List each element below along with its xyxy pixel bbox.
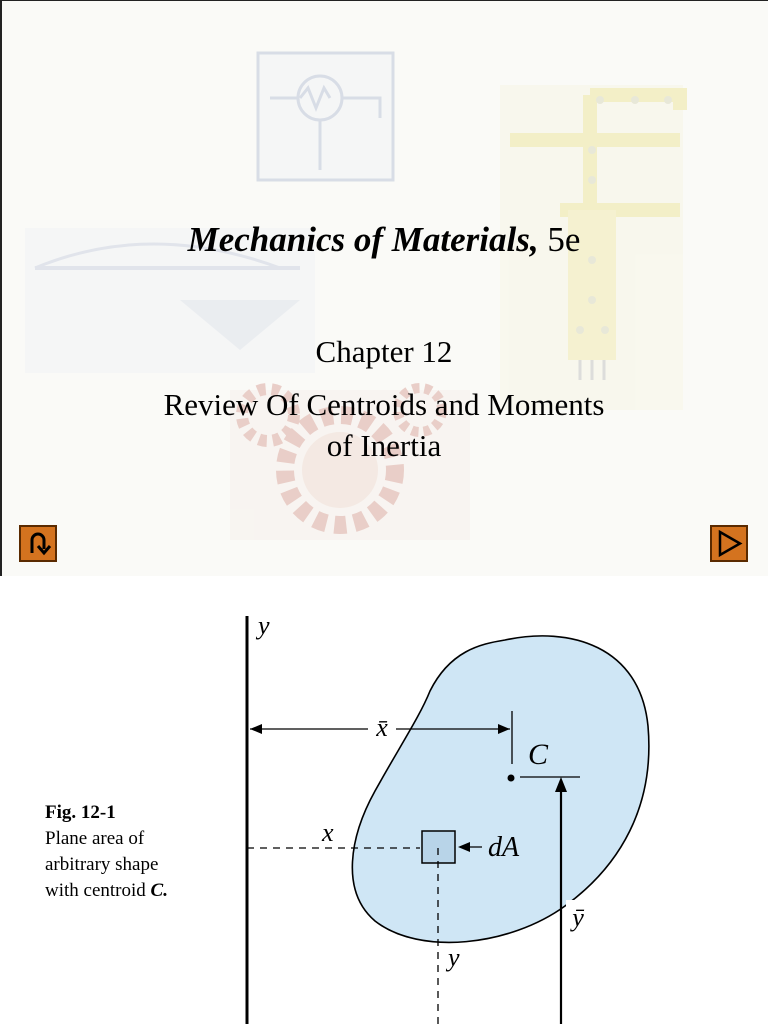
y-axis-label: y: [258, 611, 270, 640]
play-forward-icon: [712, 527, 746, 560]
edition-label: 5e: [538, 220, 581, 259]
subtitle-line-1: Review Of Centroids and Moments: [163, 387, 605, 422]
centroid-label: C: [528, 738, 549, 771]
y-label: y: [448, 943, 460, 972]
slide-left-border: [0, 0, 2, 576]
back-button[interactable]: [19, 525, 57, 562]
dA-label: dA: [488, 832, 520, 863]
figure-number: Fig. 12-1: [45, 802, 116, 823]
caption-centroid-symbol: C.: [150, 880, 168, 901]
circuit-watermark-icon: [258, 53, 393, 180]
book-title: Mechanics of Materials,: [187, 220, 539, 259]
figure-caption: [45, 800, 175, 904]
u-turn-back-icon: [21, 527, 55, 560]
chapter-heading: Chapter 12: [315, 334, 453, 369]
next-button[interactable]: [710, 525, 748, 562]
centroid-point: [508, 775, 515, 782]
dA-element-square: [422, 831, 455, 863]
arbitrary-area-shape: [352, 636, 649, 943]
chapter-subtitle: [120, 384, 648, 466]
subtitle-line-2: of Inertia: [326, 428, 442, 463]
y-bar-label: ȳ: [572, 903, 584, 932]
x-bar-left-arrow-icon: [250, 724, 262, 734]
x-bar-label: x̄: [376, 713, 388, 742]
caption-text: Plane area of arbitrary shape with centroid: [45, 828, 159, 901]
x-label: x: [322, 818, 334, 847]
slide-top-border: [0, 0, 768, 1]
slide-title: [0, 220, 768, 260]
